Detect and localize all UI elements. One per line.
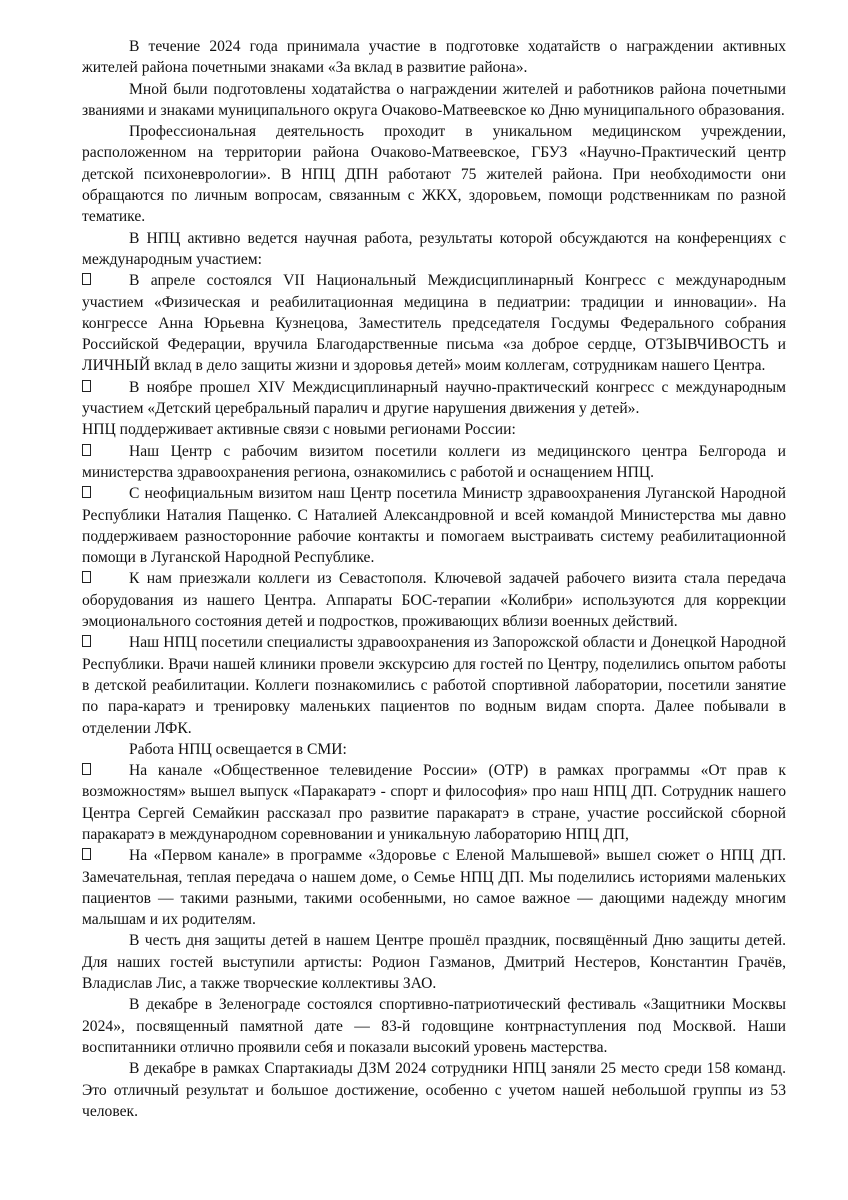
bullet-box-icon — [82, 486, 91, 498]
list-item — [82, 377, 786, 420]
list-item-text: На канале «Общественное телевидение России» (ОТР) в рамках программы «От прав к возможностям» вышел выпуск «Паракаратэ - спорт и философия» про наш НПЦ ДП. Сотрудник нашего Центра Сергей Семайкин рассказал про развитие паракаратэ в стране, участие российской сборной паракаратэ в международном соревновании и уникальную лабораторию НПЦ ДП, — [82, 762, 786, 843]
bullet-box-icon — [82, 763, 91, 775]
list-item-text: На «Первом канале» в программе «Здоровье с Еленой Малышевой» вышел сюжет о НПЦ ДП. Замечательная, теплая передача о нашем доме, о Семье НПЦ ДП. Мы поделились историями маленьких пациентов — такими разными, такими особенными, но самое важное — дающими надежду многим малышам и их родителям. — [82, 847, 786, 929]
list-item — [82, 845, 786, 930]
list-item — [82, 632, 786, 738]
list-item — [82, 270, 786, 376]
list-item-text: В апреле состоялся VII Национальный Междисциплинарный Конгресс с международным участием «Физическая и реабилитационная медицина в педиатрии: традиции и инновации». На конгрессе Анна Юрьевна Кузнецова, Заместитель председателя Госдумы Федерального собрания Российской Федерации, вручила Благодарственные письма «за доброе сердце, ОТЗЫВЧИВОСТЬ и ЛИЧНЫЙ вклад в дело защиты жизни и здоровья детей» моим коллегам, сотрудникам нашего Центра. — [82, 272, 786, 375]
list-item-text: Наш НПЦ посетили специалисты здравоохранения из Запорожской области и Донецкой Народной Республики. Врачи нашей клиники провели экскурсию для гостей по Центру, поделились опытом работы в детской реабилитации. Коллеги познакомились с работой спортивной лаборатории, посетили занятие по пара-каратэ и тренировку маленьких пациентов по водным видам спорта. Далее побывали в отделении ЛФК. — [82, 634, 786, 737]
bullet-box-icon — [82, 380, 91, 392]
list-item-text: В ноябре прошел XIV Междисциплинарный научно-практический конгресс с международным участием «Детский церебральный паралич и другие нарушения движения у детей». — [82, 378, 786, 418]
paragraph-professional-activity: Профессиональная деятельность проходит в уникальном медицинском учреждении, расположенном на территории района Очаково-Матвеевское, ГБУЗ «Научно-Практический центр детской психоневрологии». В НПЦ ДПН работают 75 жителей района. При необходимости они обращаются по личным вопросам, связанным с ЖКХ, здоровьем, помощи родственникам по разной тематике. — [82, 123, 786, 226]
list-item — [82, 568, 786, 632]
bullet-box-icon — [82, 273, 91, 285]
bullet-box-icon — [82, 571, 91, 583]
paragraph-petitions: Мной были подготовлены ходатайства о награждении жителей и работников района почетными званиями и знаками муниципального округа Очаково-Матвеевское ко Дню муниципального образования. — [82, 80, 786, 119]
list-item-text: С неофициальным визитом наш Центр посетила Министр здравоохранения Луганской Народной Республики Наталия Пащенко. С Наталией Александровной и всей командой Министерства мы давно поддерживаем разносторонние рабочие контакты и помогаем выстраивать систему реабилитационной помощи в Луганской Народной Республике. — [82, 485, 786, 567]
list-item-text: К нам приезжали коллеги из Севастополя. Ключевой задачей рабочего визита стала передача оборудования из нашего Центра. Аппараты БОС-терапии «Колибри» используются для коррекции эмоционального состояния детей и подростков, проживающих вблизи военных действий. — [82, 570, 786, 631]
paragraph-awards-signs: В течение 2024 года принимала участие в подготовке ходатайств о награждении активных жителей района почетными знаками «За вклад в развитие района». — [82, 38, 786, 77]
list-item-text: Наш Центр с рабочим визитом посетили коллеги из медицинского центра Белгорода и министерства здравоохранения региона, ознакомились с работой и оснащением НПЦ. — [82, 442, 786, 481]
document-page — [82, 36, 786, 1122]
list-item — [82, 483, 786, 568]
paragraph-media-heading: Работа НПЦ освещается в СМИ: — [129, 740, 347, 758]
bullet-box-icon — [82, 444, 91, 456]
bullet-box-icon — [82, 635, 91, 647]
paragraph-regions-heading: НПЦ поддерживает активные связи с новыми регионами России: — [82, 421, 516, 439]
list-item — [82, 760, 786, 845]
paragraph-children-day: В честь дня защиты детей в нашем Центре прошёл праздник, посвящённый Дню защиты детей. Для наших гостей выступили артисты: Родион Газманов, Дмитрий Нестеров, Константин Грачёв, Владислав Лис, а также творческие коллективы ЗАО. — [82, 932, 786, 993]
paragraph-spartakiad: В декабре в рамках Спартакиады ДЗМ 2024 сотрудники НПЦ заняли 25 место среди 158 команд. Это отличный результат и большое достижение, особенно с учетом нашей небольшой группы из 53 человек. — [82, 1060, 786, 1120]
bullet-box-icon — [82, 848, 91, 860]
list-item — [82, 441, 786, 484]
paragraph-festival: В декабре в Зеленограде состоялся спортивно-патриотический фестиваль «Защитники Москвы 2024», посвященный памятной дате — 83-й годовщине контрнаступления под Москвой. Наши воспитанники отлично проявили себя и показали высокий уровень мастерства. — [82, 996, 786, 1056]
paragraph-scientific-work: В НПЦ активно ведется научная работа, результаты которой обсуждаются на конференциях с международным участием: — [82, 229, 786, 268]
